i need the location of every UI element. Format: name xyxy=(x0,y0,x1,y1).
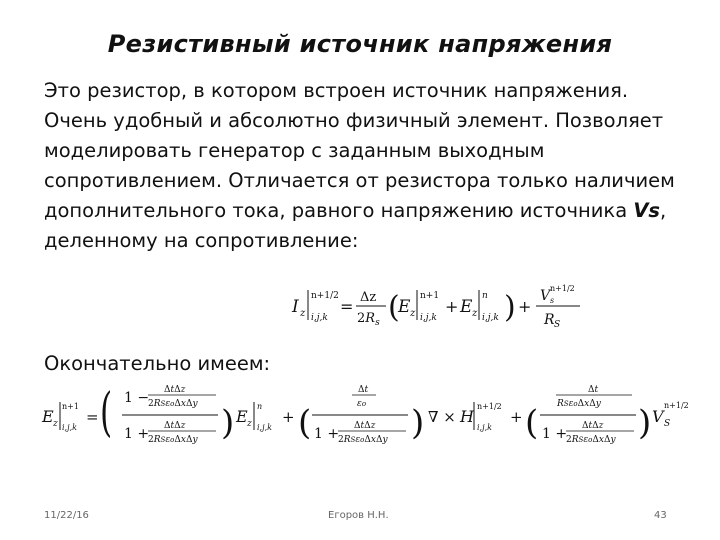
svg-text:n+1/2: n+1/2 xyxy=(477,402,502,411)
svg-text:Δt: Δt xyxy=(358,385,369,395)
svg-text:=: = xyxy=(340,297,354,316)
svg-text:=: = xyxy=(86,408,99,426)
svg-text:Δz: Δz xyxy=(360,290,377,305)
update-formula-svg xyxy=(40,378,690,456)
svg-text:∇ ×: ∇ × xyxy=(428,408,456,426)
svg-text:2Rs: $2R_s$ xyxy=(357,311,380,328)
svg-text:i,j,k: i,j,k xyxy=(477,423,492,432)
svg-text:i,j,k: i,j,k xyxy=(62,423,77,432)
svg-text:Δt: Δt xyxy=(588,385,599,395)
svg-text:n+1: n+1 xyxy=(420,291,440,301)
svg-text:): ) xyxy=(638,403,652,443)
update-formula xyxy=(40,378,690,456)
slide-title: Резистивный источник напряжения xyxy=(107,30,613,58)
paragraph-symbol-vs: Vs xyxy=(633,199,661,222)
svg-text:i,j,k: i,j,k xyxy=(482,313,499,323)
current-formula xyxy=(290,276,590,338)
body-paragraph xyxy=(44,76,694,256)
svg-text:V: V xyxy=(540,288,551,304)
svg-text:(: ( xyxy=(388,290,400,325)
footer-page-number: 43 xyxy=(654,510,667,521)
svg-text:ΔtΔz: ΔtΔz xyxy=(164,421,186,431)
svg-text:+: + xyxy=(510,408,523,426)
svg-text:S: S xyxy=(554,320,561,330)
svg-text:i,j,k: i,j,k xyxy=(420,313,437,323)
svg-text:ΔtΔz: ΔtΔz xyxy=(164,385,186,395)
svg-text:z: z xyxy=(247,419,252,429)
footer-date: 11/22/16 xyxy=(44,510,89,521)
svg-text:ΔtΔz: ΔtΔz xyxy=(354,421,376,431)
svg-text:+: + xyxy=(282,408,295,426)
svg-text:i,j,k: i,j,k xyxy=(257,423,272,432)
svg-text:z: z xyxy=(53,419,58,429)
svg-text:2RSεoΔxΔy: 2RSεoΔxΔy xyxy=(148,435,198,445)
svg-text:E: E xyxy=(42,407,54,426)
svg-text:S: S xyxy=(664,419,671,429)
svg-text:2RSεoΔxΔy: 2RSεoΔxΔy xyxy=(148,399,198,409)
svg-text:+: + xyxy=(445,297,459,316)
svg-text:RSεoΔxΔy: RSεoΔxΔy xyxy=(557,399,601,409)
svg-text:1 +: 1 + xyxy=(124,426,150,442)
svg-text:ΔtΔz: ΔtΔz xyxy=(582,421,604,431)
svg-text:1 +: 1 + xyxy=(314,426,340,442)
svg-text:i,j,k: i,j,k xyxy=(311,313,328,323)
svg-text:εo: εo xyxy=(357,399,367,409)
svg-text:): ) xyxy=(221,403,235,443)
svg-text:E: E xyxy=(460,297,473,317)
svg-text:E: E xyxy=(398,297,411,317)
svg-text:n: n xyxy=(257,402,263,411)
svg-text:n+1: n+1 xyxy=(62,402,79,411)
svg-text:): ) xyxy=(411,403,425,443)
svg-text:z: z xyxy=(410,308,416,319)
svg-text:+: + xyxy=(518,297,532,316)
footer-author: Егоров Н.Н. xyxy=(328,510,389,521)
svg-text:2RSεoΔxΔy: 2RSεoΔxΔy xyxy=(338,435,388,445)
svg-text:): ) xyxy=(504,290,516,325)
svg-text:z: z xyxy=(472,308,478,319)
svg-text:n+1/2: n+1/2 xyxy=(311,291,339,301)
svg-text:R: R xyxy=(544,312,555,328)
svg-text:V: V xyxy=(652,407,664,426)
final-label: Окончательно имеем: xyxy=(44,352,271,375)
paragraph-tail: , деленному на сопротивление: xyxy=(44,199,667,252)
svg-text:(: ( xyxy=(298,403,312,443)
svg-text:H: H xyxy=(460,407,474,426)
svg-text:(: ( xyxy=(100,382,113,444)
svg-text:E: E xyxy=(236,407,248,426)
svg-text:I: I xyxy=(292,297,299,317)
svg-text:s: s xyxy=(550,296,555,305)
paragraph-text: Это резистор, в котором встроен источник напряжения. Очень удобный и абсолютно физичный элемент. Позволяет моделировать генератор с заданным выходным сопротивлением. Отличается от резистора только наличием дополнительного тока, равного напряжению источника xyxy=(44,79,675,222)
svg-text:1 +: 1 + xyxy=(542,426,568,442)
svg-text:z: z xyxy=(300,308,306,319)
current-formula-svg xyxy=(290,276,590,338)
svg-text:n+1/2: n+1/2 xyxy=(664,401,689,410)
svg-text:2RSεoΔxΔy: 2RSεoΔxΔy xyxy=(566,435,616,445)
svg-text:1 −: 1 − xyxy=(124,390,150,406)
svg-text:(: ( xyxy=(525,403,539,443)
svg-text:n+1/2: n+1/2 xyxy=(550,284,575,293)
svg-text:n: n xyxy=(482,291,488,301)
